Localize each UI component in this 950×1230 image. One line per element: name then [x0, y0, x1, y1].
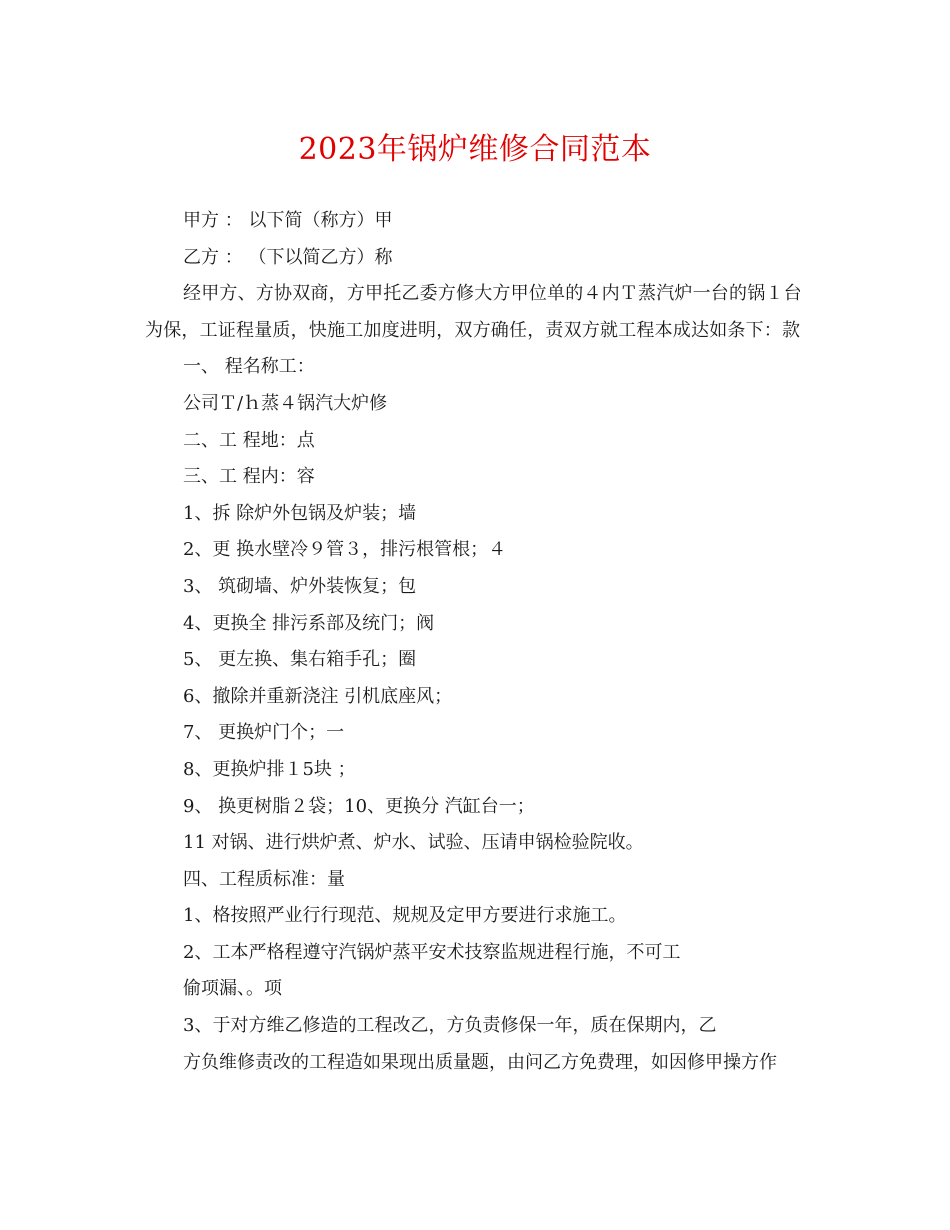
work-item-9-10: 9、 换更树脂２袋；10、更换分 汽缸台一； — [183, 795, 535, 817]
document-body — [145, 203, 805, 1081]
quality-item-3-line-1: 3、于对方维乙修造的工程改乙，方负责修保一年，质在保期内，乙 — [183, 1015, 717, 1037]
work-item-5: 5、 更左换、集右箱手孔；圈 — [183, 649, 417, 671]
section-3-heading: 三、工 程内：容 — [183, 466, 315, 488]
work-item-11: 11 对锅、进行烘炉煮、炉水、试验、压请申锅检验院收。 — [183, 832, 644, 854]
document-title: 2023年锅炉维修合同范本 — [298, 132, 652, 167]
quality-item-2-line-2: 偷项漏、。项 — [183, 978, 282, 1000]
project-name-line: 公司Ｔ/ｈ蒸４锅汽大炉修 — [183, 392, 388, 414]
preamble-paragraph: 经甲方、方协双商，方甲托乙委方修大方甲位单的４内Ｔ蒸汽炉一台的锅１台为保，工证程量质，快施工加度进明，双方确任，责双方就工程本成达如条下：款 — [145, 283, 802, 341]
work-item-7: 7、 更换炉门个；一 — [183, 722, 345, 744]
quality-item-1: 1、格按照严业行行现范、规规及定甲方要进行求施工。 — [183, 905, 627, 927]
work-item-6: 6、撤除并重新浇注 引机底座风； — [183, 685, 453, 707]
work-item-4: 4、更换全 排污系部及统门；阀 — [183, 612, 435, 634]
work-item-8: 8、更换炉排１5块 ； — [183, 758, 356, 780]
party-a-line: 甲方 ： 以下简（称方）甲 — [183, 210, 393, 231]
section-4-heading: 四、工程质标准：量 — [183, 868, 345, 890]
party-b-line: 乙方 ： （下以简乙方）称 — [183, 246, 393, 268]
work-item-1: 1、拆 除炉外包锅及炉装；墙 — [183, 502, 417, 524]
section-2-heading: 二、工 程地：点 — [183, 429, 315, 451]
work-item-3: 3、 筑砌墙、炉外装恢复；包 — [183, 575, 417, 597]
work-item-2: 2、更 换水壁冷９管３，排污根管根；４ — [183, 539, 507, 561]
quality-item-3-line-2: 方负维修责改的工程造如果现出质量题，由问乙方免费理，如因修甲操方作 — [183, 1051, 777, 1073]
section-1-heading: 一、 程名称工： — [183, 356, 315, 378]
quality-item-2-line-1: 2、工本严格程遵守汽锅炉蒸平安术技察监规进程行施，不可工 — [183, 941, 681, 963]
